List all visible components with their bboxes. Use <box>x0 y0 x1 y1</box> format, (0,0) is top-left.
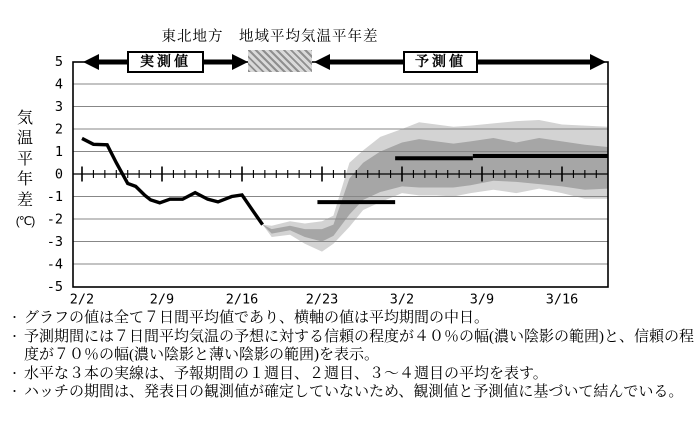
y-tick-label: 5 <box>54 54 63 70</box>
arrowhead-right-icon <box>590 54 606 70</box>
y-tick-label: -3 <box>46 234 63 250</box>
y-axis-title-char: 温 <box>16 130 33 148</box>
y-axis-title-char: 気 <box>16 110 33 127</box>
x-tick-label: 3/9 <box>469 291 495 308</box>
x-tick-label: 2/23 <box>305 291 339 308</box>
note-item <box>9 383 699 402</box>
y-axis-title-char: 年 <box>16 171 33 189</box>
observed-period-label: 実測値 <box>140 53 191 69</box>
arrowhead-left-icon <box>83 54 99 70</box>
notes-list <box>9 309 699 402</box>
y-tick-label: -2 <box>46 211 63 228</box>
y-tick-label: -5 <box>46 279 63 295</box>
observed-period-label-box <box>127 51 204 73</box>
y-tick-label: -4 <box>46 256 63 273</box>
x-tick-label: 3/16 <box>545 291 579 308</box>
x-tick-label: 3/2 <box>389 291 415 308</box>
x-tick-label: 2/9 <box>149 291 175 308</box>
page-title: 東北地方 地域平均気温平年差 <box>161 29 379 45</box>
hatch-period-marker <box>248 50 312 72</box>
y-axis-title-char: 差 <box>16 191 33 209</box>
note-bullet: ・ <box>9 386 20 399</box>
note-text: 予測期間には７日間平均気温の予想に対する信頼の程度が４０％の幅(濃い陰影の範囲)と、信頼の程度が７０％の幅(濃い陰影と薄い陰影の範囲)を表示。 <box>24 328 694 364</box>
note-text: 水平な３本の実線は、予報期間の１週目、２週目、３～４週目の平均を表す。 <box>24 365 548 382</box>
note-text: ハッチの期間は、発表日の観測値が確定していないため、観測値と予測値に基づいて結んでいる。 <box>24 384 684 401</box>
forecast-period-label-box <box>403 51 478 73</box>
x-tick-label: 2/2 <box>69 291 95 308</box>
arrowhead-right-icon <box>232 54 248 70</box>
note-bullet: ・ <box>9 367 20 380</box>
note-bullet: ・ <box>9 330 20 343</box>
y-tick-label: 3 <box>54 99 63 115</box>
note-item <box>9 309 699 328</box>
y-axis-title-unit: (℃) <box>15 214 35 229</box>
y-tick-label: 2 <box>54 121 63 138</box>
y-tick-label: 0 <box>54 166 63 183</box>
x-tick-label: 2/16 <box>225 291 259 308</box>
y-tick-label: -1 <box>46 189 63 205</box>
y-axis-title <box>11 109 39 231</box>
y-tick-label: 1 <box>54 144 63 160</box>
y-axis-title-char: 平 <box>16 150 33 168</box>
forecast-period-label: 予測値 <box>415 53 466 69</box>
note-bullet: ・ <box>9 312 20 324</box>
note-item <box>9 328 699 365</box>
note-item <box>9 365 699 384</box>
y-tick-label: 4 <box>54 76 63 93</box>
note-text: グラフの値は全て７日間平均値であり、横軸の値は平均期間の中日。 <box>24 310 490 326</box>
arrowhead-left-icon <box>314 54 330 70</box>
